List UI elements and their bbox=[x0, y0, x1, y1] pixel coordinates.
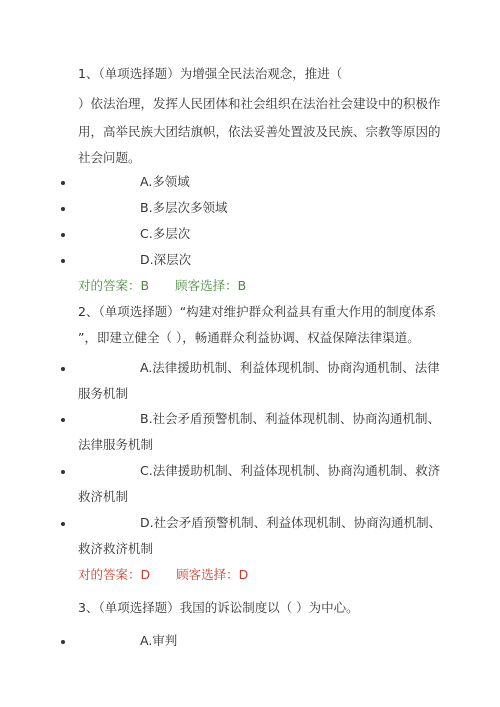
option-a: A.多领域 bbox=[140, 174, 190, 189]
question-text-line: 社会问题。 bbox=[78, 150, 141, 165]
question-text-line: 1、（单项选择题）为增强全民法治观念，推进（ bbox=[78, 66, 343, 81]
option-c: C.法律援助机制、利益体现机制、协商沟通机制、救济 bbox=[140, 463, 441, 478]
option-a: A.审判 bbox=[140, 633, 178, 648]
bullet-icon bbox=[61, 367, 65, 371]
option-c: C.多层次 bbox=[140, 226, 191, 241]
correct-answer: 对的答案：D bbox=[78, 567, 151, 582]
option-b: B.社会矛盾预警机制、利益体现机制、协商沟通机制、 bbox=[140, 411, 441, 426]
bullet-icon bbox=[61, 418, 65, 422]
bullet-icon bbox=[61, 522, 65, 526]
option-a: A.法律援助机制、利益体现机制、协商沟通机制、法律 bbox=[140, 360, 440, 375]
bullet-icon bbox=[61, 181, 65, 185]
option-d: D.社会矛盾预警机制、利益体现机制、协商沟通机制、 bbox=[140, 515, 442, 530]
customer-choice: 顾客选择：D bbox=[176, 567, 249, 582]
question-text-line: 2、（单项选择题）“构建对维护群众利益具有重大作用的制度体系 bbox=[78, 304, 437, 319]
option-b-continued: 法律服务机制 bbox=[78, 437, 154, 452]
bullet-icon bbox=[61, 259, 65, 263]
option-a-continued: 服务机制 bbox=[78, 386, 129, 401]
customer-choice: 顾客选择：B bbox=[175, 278, 247, 293]
question-text-line: ）依法治理，发挥人民团体和社会组织在法治社会建设中的积极作 bbox=[78, 96, 441, 111]
option-d-continued: 救济救济机制 bbox=[78, 541, 154, 556]
bullet-icon bbox=[61, 640, 65, 644]
question-text-line: 用，高举民族大团结旗帜，依法妥善处置波及民族、宗教等原因的 bbox=[78, 124, 441, 139]
answer-line bbox=[78, 567, 248, 583]
option-c-continued: 救济机制 bbox=[78, 489, 129, 504]
bullet-icon bbox=[61, 470, 65, 474]
bullet-icon bbox=[61, 233, 65, 237]
option-b: B.多层次多领域 bbox=[140, 200, 228, 215]
option-d: D.深层次 bbox=[140, 252, 192, 267]
question-text-line: ”，即建立健全（ ），畅通群众利益协调、权益保障法律渠道。 bbox=[78, 330, 420, 345]
answer-line bbox=[78, 278, 246, 294]
question-text-line: 3、（单项选择题）我国的诉讼制度以（ ）为中心。 bbox=[78, 600, 359, 615]
bullet-icon bbox=[61, 207, 65, 211]
correct-answer: 对的答案：B bbox=[78, 278, 150, 293]
